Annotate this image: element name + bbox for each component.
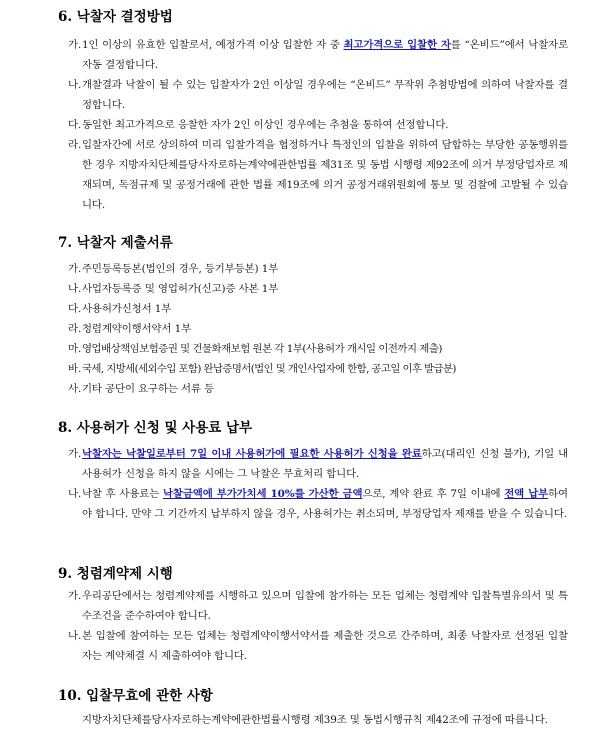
list-item bbox=[68, 115, 568, 135]
text-run: 사용허가신청서 1부 bbox=[82, 303, 172, 315]
item-text bbox=[82, 586, 568, 626]
item-marker: 가. bbox=[68, 590, 82, 602]
section-text: 지방자치단체를당사자로하는계약에관한법률시행령 제39조 및 동법시행규칙 제42조에 규정에 따릅니다. bbox=[82, 714, 548, 726]
text-run: 영업배상책임보험증권 및 건물화재보험 원본 각 1부(사용허가 개시일 이전까지 제출) bbox=[82, 343, 442, 355]
item-text bbox=[82, 359, 568, 379]
list-item bbox=[68, 379, 568, 399]
item-text bbox=[82, 135, 568, 215]
text-run: 본 입찰에 참여하는 모든 업체는 청렴계약이행서약서를 제출한 것으로 간주하며, 최종 낙찰자로 선정된 입찰자는 계약체결 시 제출하여야 합니다. bbox=[82, 630, 568, 662]
item-text bbox=[82, 35, 568, 75]
text-run: 하여야 합니다. 만약 그 기간까지 납부하지 않을 경우, 사용허가는 취소되며, 부정당업자 제재를 받을 수 있습니다. bbox=[82, 488, 568, 520]
list-item bbox=[68, 359, 568, 379]
list-item bbox=[68, 339, 568, 359]
highlighted-text: 전액 납부 bbox=[504, 488, 549, 500]
item-text bbox=[82, 259, 568, 279]
item-text bbox=[82, 319, 568, 339]
section-heading-9: 9. 청렴계약제 시행 bbox=[58, 566, 173, 582]
item-text bbox=[82, 299, 568, 319]
text-run: 하고(대리인 신청 불가), 기일 내 사용허가 신청을 하지 않을 시에는 그 낙찰은 무효처리 합니다. bbox=[82, 448, 569, 480]
section-heading-6: 6. 낙찰자 결정방법 bbox=[58, 9, 173, 25]
item-text bbox=[82, 339, 568, 359]
item-marker: 가. bbox=[68, 263, 82, 275]
item-marker: 다. bbox=[68, 119, 82, 131]
item-text bbox=[82, 115, 568, 135]
text-run: 동일한 최고가격으로 응찰한 자가 2인 이상인 경우에는 추첨을 통하여 선정합니다. bbox=[82, 119, 449, 131]
item-text bbox=[82, 444, 568, 484]
section-heading-8: 8. 사용허가 신청 및 사용료 납부 bbox=[58, 420, 253, 436]
list-item bbox=[68, 259, 568, 279]
list-item bbox=[68, 75, 568, 115]
item-marker: 나. bbox=[68, 488, 82, 500]
item-marker: 나. bbox=[68, 630, 82, 642]
text-run: 주민등록등본(법인의 경우, 등기부등본) 1부 bbox=[82, 263, 279, 275]
list-item bbox=[68, 626, 568, 666]
text-run: 개찰결과 낙찰이 될 수 있는 입찰자가 2인 이상일 경우에는 “온비드” 무작위 추첨방법에 의하여 낙찰자를 결정합니다. bbox=[82, 79, 568, 111]
item-marker: 가. bbox=[68, 448, 82, 460]
item-marker: 나. bbox=[68, 283, 82, 295]
section-heading-10: 10. 입찰무효에 관한 사항 bbox=[58, 688, 213, 704]
list-item bbox=[68, 299, 568, 319]
list-item bbox=[68, 35, 568, 75]
text-run: 를 “온비드”에서 낙찰자로 자동 결정합니다. bbox=[82, 39, 569, 71]
section-heading-7: 7. 낙찰자 제출서류 bbox=[58, 235, 173, 251]
text-run: 우리공단에서는 청렴계약제를 시행하고 있으며 입찰에 참가하는 모든 업체는 청렴계약 입찰특별유의서 및 특수조건을 준수하여야 합니다. bbox=[82, 590, 568, 622]
item-marker: 사. bbox=[68, 383, 82, 395]
item-text bbox=[82, 484, 568, 524]
item-text bbox=[82, 379, 568, 399]
list-item bbox=[68, 279, 568, 299]
text-run: 기타 공단이 요구하는 서류 등 bbox=[82, 383, 215, 395]
item-marker: 나. bbox=[68, 79, 82, 91]
text-run: 청렴계약이행서약서 1부 bbox=[82, 323, 192, 335]
item-marker: 라. bbox=[68, 323, 82, 335]
text-run: 으로, 계약 완료 후 7일 이내에 bbox=[362, 488, 505, 500]
item-marker: 라. bbox=[68, 139, 82, 151]
list-item bbox=[68, 319, 568, 339]
highlighted-text: 낙찰금액에 부가가치세 10%를 가산한 금액 bbox=[162, 488, 363, 500]
list-item bbox=[68, 444, 568, 484]
list-item bbox=[68, 135, 568, 215]
list-item bbox=[68, 586, 568, 626]
text-run: 사업자등록증 및 영업허가(신고)증 사본 1부 bbox=[82, 283, 279, 295]
text-run: 1인 이상의 유효한 입찰로서, 예정가격 이상 입찰한 자 중 bbox=[82, 39, 344, 51]
item-marker: 가. bbox=[68, 39, 82, 51]
item-marker: 마. bbox=[68, 343, 82, 355]
item-marker: 다. bbox=[68, 303, 82, 315]
highlighted-text: 최고가격으로 입찰한 자 bbox=[343, 39, 451, 51]
list-item bbox=[68, 484, 568, 524]
item-text bbox=[82, 75, 568, 115]
text-run: 낙찰 후 사용료는 bbox=[82, 488, 163, 500]
text-run: 입찰자간에 서로 상의하여 미리 입찰가격을 협정하거나 특정인의 입찰을 위하여 담합하는 부당한 공동행위를 한 경우 지방자치단체를당사자로하는계약에관한법률 제31조 및 동법 시행령 제92조에 의거 부정당업자로 제재되며, 독점규제 및 공정거래에 관한 법률 제19조에 의거 공정거래위원회에 통보 및 검찰에 고발될 수 있습니다. bbox=[82, 139, 568, 211]
text-run: 국세, 지방세(세외수입 포함) 완납증명서(법인 및 개인사업자에 한함, 공고일 이후 발급분) bbox=[82, 363, 456, 375]
item-text bbox=[82, 279, 568, 299]
highlighted-text: 낙찰자는 낙찰일로부터 7일 이내 사용허가에 필요한 사용허가 신청을 완료 bbox=[82, 448, 422, 460]
item-text bbox=[82, 626, 568, 666]
item-marker: 바. bbox=[68, 363, 82, 375]
